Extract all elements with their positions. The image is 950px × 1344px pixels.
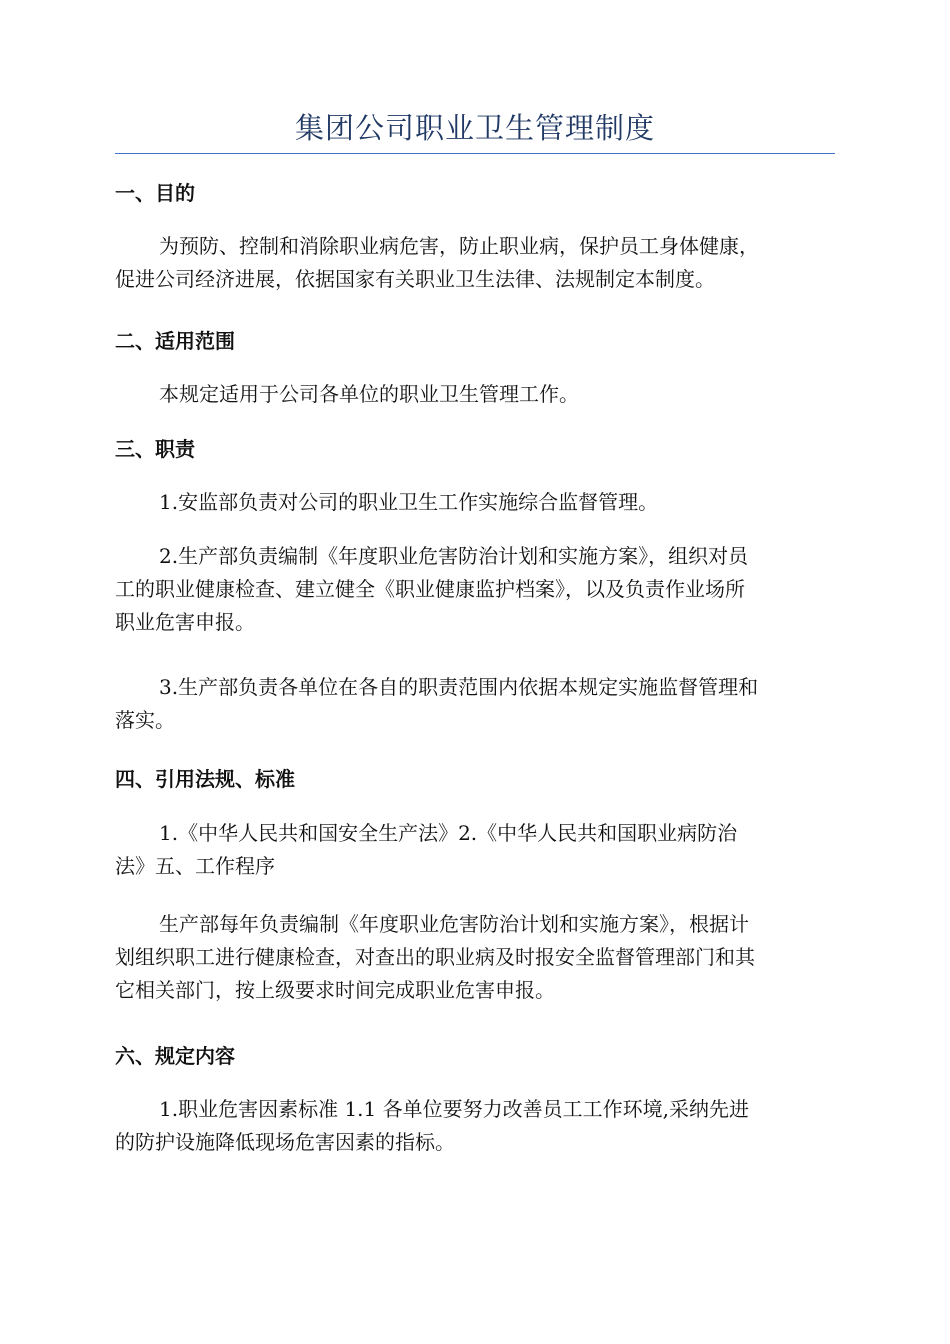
- paragraph-line: 生产部每年负责编制《年度职业危害防治计划和实施方案》，根据计: [159, 912, 749, 936]
- paragraph-responsibility-2: [115, 540, 835, 639]
- paragraph-purpose: [115, 230, 835, 296]
- title-underline: [115, 153, 835, 154]
- paragraph-line: 本规定适用于公司各单位的职业卫生管理工作。: [159, 382, 579, 406]
- paragraph-line: 工的职业健康检查、建立健全《职业健康监护档案》，以及负责作业场所: [115, 577, 745, 601]
- paragraph-scope: [115, 378, 835, 411]
- paragraph-responsibility-3: [115, 671, 835, 737]
- paragraph-line: 落实。: [115, 708, 175, 732]
- paragraph-line: 法》五、工作程序: [115, 854, 275, 878]
- paragraph-line: 3.生产部负责各单位在各自的职责范围内依据本规定实施监督管理和: [159, 675, 759, 699]
- section-heading-provisions: 六、规定内容: [115, 1044, 235, 1068]
- paragraph-provisions: [115, 1093, 835, 1159]
- section-heading-regulations: 四、引用法规、标准: [115, 767, 295, 791]
- paragraph-line: 促进公司经济进展，依据国家有关职业卫生法律、法规制定本制度。: [115, 267, 715, 291]
- paragraph-responsibility-1: [115, 486, 835, 519]
- section-heading-purpose: 一、目的: [115, 181, 195, 205]
- paragraph-line: 的防护设施降低现场危害因素的指标。: [115, 1130, 455, 1154]
- paragraph-regulations: [115, 817, 835, 883]
- paragraph-line: 1.职业危害因素标准 1.1 各单位要努力改善员工工作环境,采纳先进: [159, 1097, 749, 1121]
- paragraph-line: 职业危害申报。: [115, 610, 255, 634]
- paragraph-line: 为预防、控制和消除职业病危害，防止职业病，保护员工身体健康，: [159, 234, 759, 258]
- paragraph-line: 划组织职工进行健康检查，对查出的职业病及时报安全监督管理部门和其: [115, 945, 755, 969]
- paragraph-line: 它相关部门，按上级要求时间完成职业危害申报。: [115, 978, 555, 1002]
- paragraph-line: 2.生产部负责编制《年度职业危害防治计划和实施方案》，组织对员: [159, 544, 749, 568]
- document-title: 集团公司职业卫生管理制度: [294, 111, 655, 145]
- section-heading-responsibilities: 三、职责: [115, 437, 195, 461]
- paragraph-line: 1.安监部负责对公司的职业卫生工作实施综合监督管理。: [159, 490, 659, 514]
- paragraph-line: 1.《中华人民共和国安全生产法》2.《中华人民共和国职业病防治: [159, 821, 738, 845]
- section-heading-scope: 二、适用范围: [115, 329, 235, 353]
- paragraph-work-procedure: [115, 908, 835, 1007]
